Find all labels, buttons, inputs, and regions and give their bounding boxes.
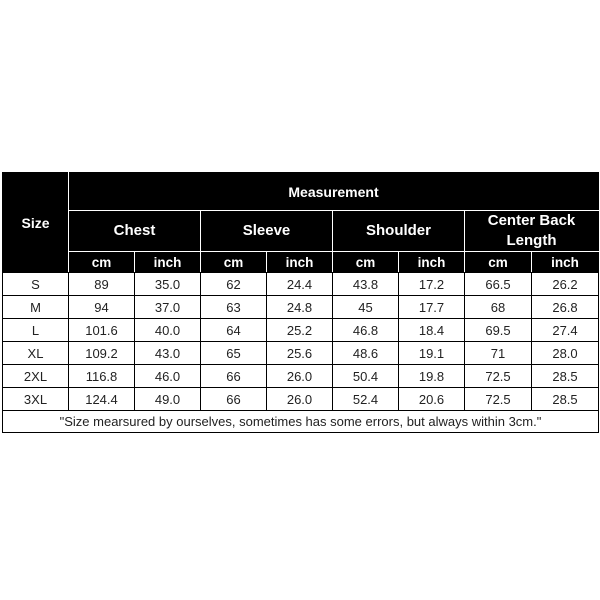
table-row — [3, 273, 599, 296]
table-cell: 49.0 — [135, 388, 201, 411]
table-cell: 37.0 — [135, 296, 201, 319]
table-cell: 48.6 — [333, 342, 399, 365]
table-cell: 72.5 — [465, 365, 532, 388]
measurement-header-row — [3, 173, 599, 211]
unit-header: inch — [267, 252, 333, 273]
table-cell: 52.4 — [333, 388, 399, 411]
size-cell: XL — [3, 342, 69, 365]
center-back-length-header: Center Back Length — [465, 211, 599, 252]
table-cell: 46.8 — [333, 319, 399, 342]
chest-header: Chest — [69, 211, 201, 252]
table-cell: 71 — [465, 342, 532, 365]
size-cell: M — [3, 296, 69, 319]
size-cell: 2XL — [3, 365, 69, 388]
table-cell: 94 — [69, 296, 135, 319]
shoulder-header: Shoulder — [333, 211, 465, 252]
unit-header: inch — [135, 252, 201, 273]
table-cell: 17.2 — [399, 273, 465, 296]
table-cell: 24.8 — [267, 296, 333, 319]
size-cell: S — [3, 273, 69, 296]
unit-header: cm — [69, 252, 135, 273]
unit-header-row — [3, 252, 599, 273]
table-cell: 17.7 — [399, 296, 465, 319]
table-cell: 26.8 — [532, 296, 599, 319]
table-cell: 18.4 — [399, 319, 465, 342]
table-cell: 68 — [465, 296, 532, 319]
table-cell: 66 — [201, 365, 267, 388]
sleeve-header: Sleeve — [201, 211, 333, 252]
table-cell: 43.0 — [135, 342, 201, 365]
table-cell: 65 — [201, 342, 267, 365]
table-cell: 26.0 — [267, 388, 333, 411]
table-cell: 24.4 — [267, 273, 333, 296]
size-cell: 3XL — [3, 388, 69, 411]
table-cell: 45 — [333, 296, 399, 319]
table-cell: 116.8 — [69, 365, 135, 388]
unit-header: inch — [532, 252, 599, 273]
table-row — [3, 342, 599, 365]
table-cell: 28.5 — [532, 365, 599, 388]
table-cell: 19.1 — [399, 342, 465, 365]
table-cell: 25.6 — [267, 342, 333, 365]
table-cell: 63 — [201, 296, 267, 319]
size-cell: L — [3, 319, 69, 342]
table-cell: 124.4 — [69, 388, 135, 411]
table-row — [3, 388, 599, 411]
table-cell: 101.6 — [69, 319, 135, 342]
table-cell: 28.5 — [532, 388, 599, 411]
size-rows — [3, 273, 599, 433]
table-row — [3, 365, 599, 388]
table-cell: 20.6 — [399, 388, 465, 411]
table-cell: 72.5 — [465, 388, 532, 411]
table-cell: 62 — [201, 273, 267, 296]
table-cell: 50.4 — [333, 365, 399, 388]
group-header-row — [3, 211, 599, 252]
unit-header: cm — [333, 252, 399, 273]
table-cell: 26.0 — [267, 365, 333, 388]
table-cell: 43.8 — [333, 273, 399, 296]
size-chart-table — [2, 172, 599, 433]
table-row — [3, 296, 599, 319]
size-column-header: Size — [3, 173, 69, 273]
size-note: "Size mearsured by ourselves, sometimes has some errors, but always within 3cm." — [3, 411, 599, 433]
unit-header: cm — [465, 252, 532, 273]
table-cell: 64 — [201, 319, 267, 342]
table-cell: 27.4 — [532, 319, 599, 342]
unit-header: cm — [201, 252, 267, 273]
note-row — [3, 411, 599, 433]
table-cell: 66 — [201, 388, 267, 411]
table-cell: 40.0 — [135, 319, 201, 342]
measurement-header: Measurement — [69, 173, 599, 211]
table-cell: 26.2 — [532, 273, 599, 296]
table-cell: 28.0 — [532, 342, 599, 365]
table-cell: 69.5 — [465, 319, 532, 342]
table-cell: 19.8 — [399, 365, 465, 388]
table-cell: 25.2 — [267, 319, 333, 342]
table-cell: 89 — [69, 273, 135, 296]
unit-header: inch — [399, 252, 465, 273]
table-cell: 109.2 — [69, 342, 135, 365]
table-cell: 66.5 — [465, 273, 532, 296]
table-cell: 35.0 — [135, 273, 201, 296]
table-cell: 46.0 — [135, 365, 201, 388]
table-row — [3, 319, 599, 342]
